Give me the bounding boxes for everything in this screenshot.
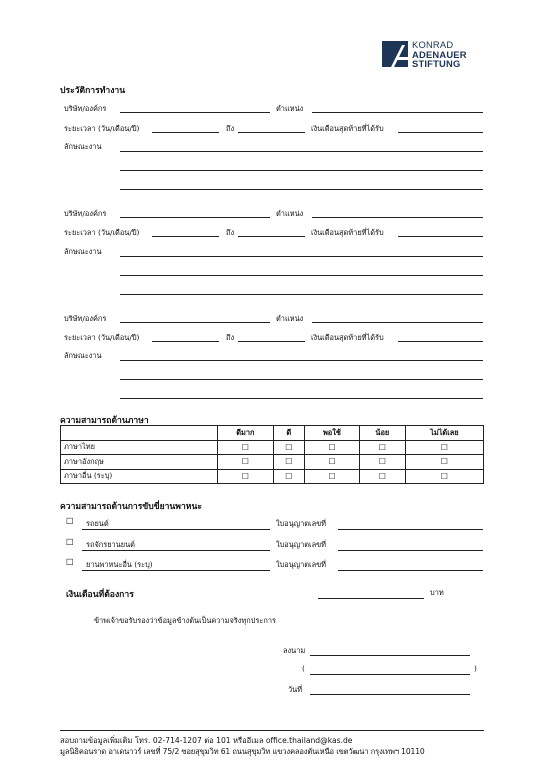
- work-history-title: ประวัติการทำงาน: [60, 86, 126, 96]
- language-checkbox[interactable]: ☐: [273, 440, 304, 455]
- position-label: ตำแหน่ง: [276, 104, 304, 113]
- footer-divider: [60, 730, 484, 731]
- kas-logo-icon: [382, 41, 408, 67]
- last-salary-label: เงินเดือนสุดท้ายที่ได้รับ: [311, 228, 384, 237]
- company-field[interactable]: [120, 112, 270, 113]
- driving-line-car: [82, 529, 270, 530]
- close-paren: ): [474, 664, 477, 673]
- language-checkbox[interactable]: ☐: [218, 469, 274, 484]
- period-start-field[interactable]: [152, 341, 219, 342]
- language-col-header: น้อย: [359, 426, 405, 441]
- period-end-field[interactable]: [238, 132, 305, 133]
- date-field[interactable]: [310, 694, 470, 695]
- language-checkbox[interactable]: ☐: [304, 469, 359, 484]
- driving-checkbox-other[interactable]: ☐: [66, 558, 74, 568]
- duty-line-1[interactable]: [120, 360, 483, 361]
- position-field[interactable]: [312, 322, 483, 323]
- kas-logo-text: KONRAD ADENAUER STIFTUNG: [412, 39, 467, 70]
- language-checkbox[interactable]: ☐: [218, 440, 274, 455]
- language-checkbox[interactable]: ☐: [304, 440, 359, 455]
- language-row-english: [61, 455, 484, 470]
- duty-label: ลักษณะงาน: [64, 351, 102, 360]
- language-col-header: ดีมาก: [218, 426, 274, 441]
- printed-name-field[interactable]: [310, 674, 470, 675]
- driving-checkbox-car[interactable]: ☐: [66, 517, 74, 527]
- last-salary-field[interactable]: [398, 132, 483, 133]
- language-name: ภาษาไทย: [61, 440, 218, 455]
- language-name: ภาษาอังกฤษ: [61, 455, 218, 470]
- duty-line-3[interactable]: [120, 398, 483, 399]
- language-header-blank: [61, 426, 218, 441]
- period-end-field[interactable]: [238, 341, 305, 342]
- language-table: [60, 425, 484, 484]
- period-start-field[interactable]: [152, 132, 219, 133]
- to-label: ถึง: [226, 124, 235, 133]
- duty-line-3[interactable]: [120, 294, 483, 295]
- language-name: ภาษาอื่น (ระบุ): [61, 469, 218, 484]
- duty-line-1[interactable]: [120, 256, 483, 257]
- expected-salary-label: เงินเดือนที่ต้องการ: [66, 590, 134, 600]
- license-field-car[interactable]: [338, 529, 483, 530]
- footer-contact: สอบถามข้อมูลเพิ่มเติม โทร. 02-714-1207 ต่อ 101 หรืออีเมล office.thailand@kas.de: [60, 736, 353, 745]
- language-checkbox[interactable]: ☐: [359, 469, 405, 484]
- driving-line-other[interactable]: [82, 570, 270, 571]
- position-field[interactable]: [312, 112, 483, 113]
- signature-label: ลงนาม: [283, 646, 306, 655]
- period-label: ระยะเวลา (วัน/เดือน/ปี): [64, 228, 140, 237]
- driving-line-motorcycle: [82, 550, 270, 551]
- license-label: ใบอนุญาตเลขที่: [276, 540, 327, 549]
- salary-unit: บาท: [430, 588, 444, 597]
- language-row-other: [61, 469, 484, 484]
- to-label: ถึง: [226, 228, 235, 237]
- signature-field[interactable]: [310, 655, 470, 656]
- date-label: วันที่: [288, 685, 303, 694]
- language-row-thai: [61, 440, 484, 455]
- duty-line-2[interactable]: [120, 170, 483, 171]
- footer-address: มูลนิธิคอนราด อาเดนาวร์ เลขที่ 75/2 ซอยสุขุมวิท 61 ถนนสุขุมวิท แขวงคลองตันเหนือ เขตวัฒนา กรุงเทพฯ 10110: [60, 747, 425, 756]
- language-checkbox[interactable]: ☐: [359, 455, 405, 470]
- language-checkbox[interactable]: ☐: [304, 455, 359, 470]
- certification-text: ข้าพเจ้าขอรับรองว่าข้อมูลข้างต้นเป็นความจริงทุกประการ: [94, 616, 276, 625]
- last-salary-field[interactable]: [398, 236, 483, 237]
- open-paren: (: [302, 664, 305, 673]
- language-col-header: ไม่ได้เลย: [405, 426, 483, 441]
- license-label: ใบอนุญาตเลขที่: [276, 519, 327, 528]
- driving-checkbox-motorcycle[interactable]: ☐: [66, 538, 74, 548]
- duty-line-1[interactable]: [120, 151, 483, 152]
- last-salary-label: เงินเดือนสุดท้ายที่ได้รับ: [311, 333, 384, 342]
- language-checkbox[interactable]: ☐: [273, 455, 304, 470]
- period-end-field[interactable]: [238, 236, 305, 237]
- period-label: ระยะเวลา (วัน/เดือน/ปี): [64, 124, 140, 133]
- language-checkbox[interactable]: ☐: [405, 455, 483, 470]
- duty-line-2[interactable]: [120, 275, 483, 276]
- language-title: ความสามารถด้านภาษา: [60, 416, 149, 426]
- driving-item-motorcycle: รถจักรยานยนต์: [86, 540, 135, 549]
- language-header-row: [61, 426, 484, 441]
- duty-label: ลักษณะงาน: [64, 247, 102, 256]
- language-checkbox[interactable]: ☐: [273, 469, 304, 484]
- license-field-motorcycle[interactable]: [338, 550, 483, 551]
- language-checkbox[interactable]: ☐: [218, 455, 274, 470]
- driving-title: ความสามารถด้านการขับขี่ยานพาหนะ: [60, 502, 202, 512]
- company-label: บริษัท/องค์กร: [64, 209, 107, 218]
- to-label: ถึง: [226, 333, 235, 342]
- language-checkbox[interactable]: ☐: [405, 440, 483, 455]
- driving-item-other: ยานพาหนะอื่น (ระบุ): [86, 560, 153, 569]
- position-label: ตำแหน่ง: [276, 314, 304, 323]
- duty-label: ลักษณะงาน: [64, 142, 102, 151]
- language-checkbox[interactable]: ☐: [405, 469, 483, 484]
- company-field[interactable]: [120, 217, 270, 218]
- company-label: บริษัท/องค์กร: [64, 104, 107, 113]
- license-label: ใบอนุญาตเลขที่: [276, 560, 327, 569]
- company-field[interactable]: [120, 322, 270, 323]
- period-label: ระยะเวลา (วัน/เดือน/ปี): [64, 333, 140, 342]
- driving-item-car: รถยนต์: [86, 519, 109, 528]
- position-label: ตำแหน่ง: [276, 209, 304, 218]
- company-label: บริษัท/องค์กร: [64, 314, 107, 323]
- language-col-header: ดี: [273, 426, 304, 441]
- position-field[interactable]: [312, 217, 483, 218]
- license-field-other[interactable]: [338, 570, 483, 571]
- expected-salary-field[interactable]: [318, 598, 424, 599]
- language-col-header: พอใช้: [304, 426, 359, 441]
- last-salary-label: เงินเดือนสุดท้ายที่ได้รับ: [311, 124, 384, 133]
- language-checkbox[interactable]: ☐: [359, 440, 405, 455]
- duty-line-2[interactable]: [120, 379, 483, 380]
- duty-line-3[interactable]: [120, 189, 483, 190]
- last-salary-field[interactable]: [398, 341, 483, 342]
- period-start-field[interactable]: [152, 236, 219, 237]
